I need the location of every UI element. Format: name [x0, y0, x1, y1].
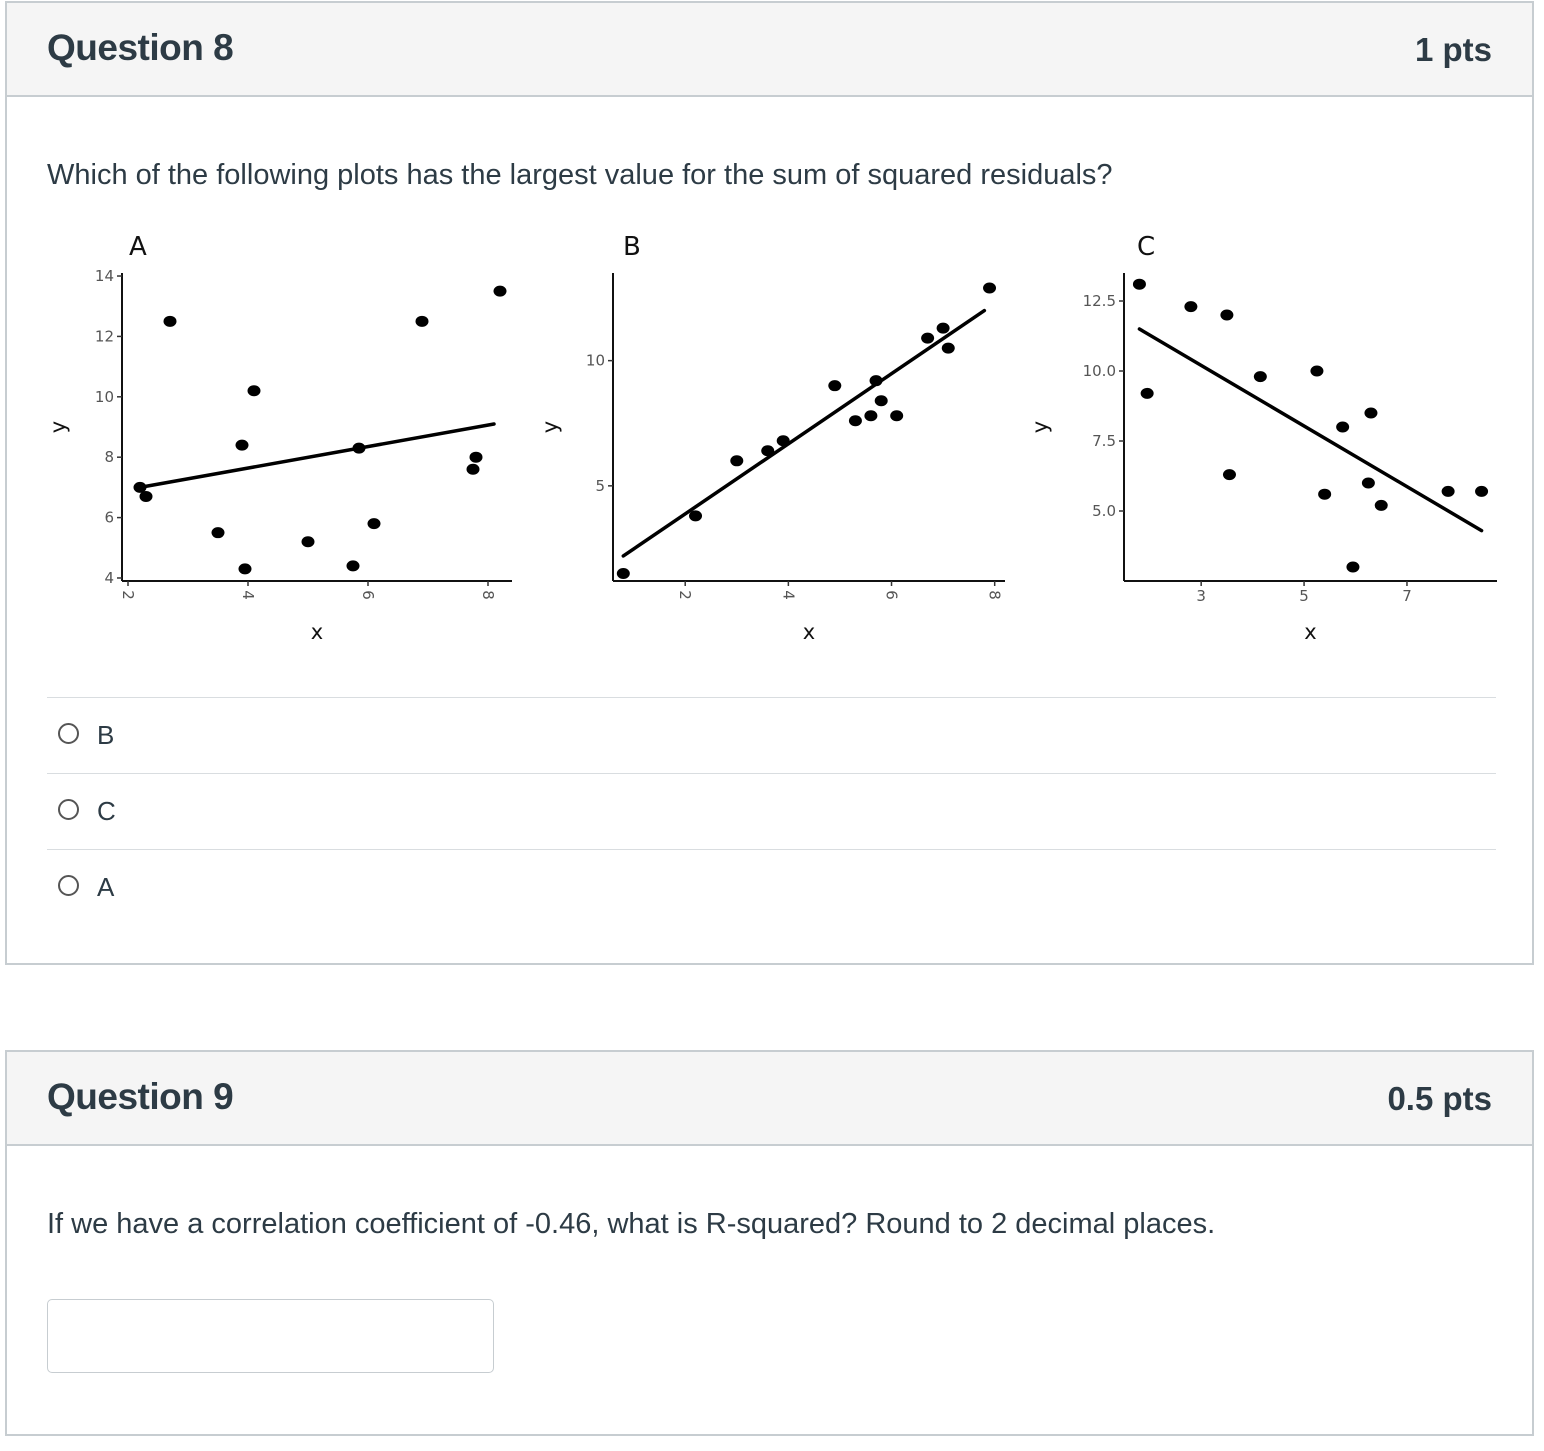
- data-point: [353, 443, 366, 454]
- radio-button-a[interactable]: [58, 875, 79, 896]
- data-point: [1220, 310, 1233, 321]
- plot-title: A: [129, 232, 147, 262]
- x-tick-label: 8: [479, 590, 497, 600]
- regression-line: [140, 424, 494, 487]
- answer-option-c[interactable]: [47, 773, 1496, 849]
- data-point: [212, 527, 225, 538]
- y-tick-label: 10: [94, 387, 114, 406]
- data-point: [921, 333, 934, 344]
- regression-line: [1139, 329, 1481, 531]
- answer-option-b[interactable]: [47, 697, 1496, 773]
- data-point: [164, 316, 177, 327]
- data-point: [730, 455, 743, 466]
- data-point: [1133, 279, 1146, 290]
- question-9-title: Question 9: [47, 1076, 234, 1117]
- y-tick-label: 12: [94, 327, 114, 346]
- data-point: [1336, 422, 1349, 433]
- data-point: [1346, 562, 1359, 573]
- data-point: [347, 560, 360, 571]
- data-point: [849, 415, 862, 426]
- data-point: [1141, 388, 1154, 399]
- x-tick-label: 2: [119, 590, 137, 600]
- data-point: [1442, 486, 1455, 497]
- plot-c: [1028, 232, 1497, 641]
- question-8-answers: [47, 697, 1496, 925]
- scatter-plots-figure: [7, 221, 1532, 641]
- question-9-card: [5, 1050, 1534, 1436]
- answer-label-b[interactable]: B: [97, 720, 115, 750]
- question-9-header: [7, 1052, 1532, 1146]
- data-point: [416, 316, 429, 327]
- y-axis-title: y: [1028, 420, 1052, 434]
- data-point: [937, 323, 950, 334]
- y-tick-label: 14: [94, 267, 114, 286]
- y-tick-label: 7.5: [1092, 432, 1116, 450]
- answer-option-a[interactable]: [47, 849, 1496, 925]
- radio-button-c[interactable]: [58, 799, 79, 820]
- x-tick-label: 6: [359, 590, 377, 600]
- data-point: [236, 440, 249, 451]
- radio-button-b[interactable]: [58, 723, 79, 744]
- x-tick-label: 4: [239, 590, 257, 600]
- question-8-points: 1 pts: [1414, 31, 1492, 68]
- x-tick-label: 8: [985, 590, 1004, 600]
- data-point: [1375, 500, 1388, 511]
- data-point: [467, 464, 480, 475]
- data-point: [470, 452, 483, 463]
- regression-line: [623, 311, 984, 556]
- y-tick-label: 10: [585, 351, 605, 370]
- plot-b: [538, 232, 1005, 641]
- x-axis-title: x: [310, 620, 324, 641]
- question-8-header: [7, 3, 1532, 97]
- x-tick-label: 3: [1196, 587, 1206, 605]
- data-point: [302, 536, 315, 547]
- x-tick-label: 2: [676, 590, 695, 600]
- data-point: [870, 375, 883, 386]
- question-9-points: 0.5 pts: [1387, 1080, 1492, 1117]
- data-point: [1364, 408, 1377, 419]
- data-point: [828, 380, 841, 391]
- data-point: [875, 395, 888, 406]
- data-point: [368, 518, 381, 529]
- data-point: [617, 568, 630, 579]
- plot-title: B: [623, 232, 641, 262]
- answer-label-c[interactable]: C: [97, 796, 116, 826]
- data-point: [1362, 478, 1375, 489]
- x-tick-label: 5: [1299, 587, 1309, 605]
- y-tick-label: 5: [595, 476, 605, 495]
- data-point: [864, 410, 877, 421]
- y-axis-title: y: [46, 420, 70, 434]
- data-point: [942, 343, 955, 354]
- y-tick-label: 12.5: [1082, 292, 1116, 310]
- question-8-title: Question 8: [47, 27, 234, 68]
- x-tick-label: 4: [779, 590, 798, 600]
- data-point: [140, 491, 153, 502]
- y-axis-title: y: [538, 420, 562, 434]
- data-point: [1254, 371, 1267, 382]
- y-tick-label: 5.0: [1092, 502, 1116, 520]
- data-point: [777, 435, 790, 446]
- data-point: [248, 385, 261, 396]
- data-point: [689, 510, 702, 521]
- answer-label-a[interactable]: A: [97, 872, 115, 902]
- x-axis-title: x: [1304, 620, 1317, 641]
- data-point: [1184, 301, 1197, 312]
- data-point: [494, 286, 507, 297]
- data-point: [1223, 469, 1236, 480]
- data-point: [890, 410, 903, 421]
- y-tick-label: 6: [104, 508, 114, 527]
- data-point: [239, 563, 252, 574]
- y-tick-label: 8: [104, 448, 114, 467]
- x-tick-label: 6: [882, 590, 901, 600]
- x-axis-title: x: [802, 620, 816, 641]
- data-point: [761, 445, 774, 456]
- question-8-card: [5, 1, 1534, 965]
- y-tick-label: 4: [104, 568, 114, 587]
- plot-title: C: [1137, 232, 1156, 262]
- data-point: [1318, 489, 1331, 500]
- x-tick-label: 7: [1402, 587, 1412, 605]
- answer-input[interactable]: [47, 1299, 494, 1373]
- data-point: [983, 283, 996, 294]
- question-9-text: If we have a correlation coefficient of -0.46, what is R-squared? Round to 2 decimal places.: [47, 1208, 1216, 1240]
- data-point: [1310, 366, 1323, 377]
- data-point: [1475, 486, 1488, 497]
- question-8-text: Which of the following plots has the largest value for the sum of squared residuals?: [47, 159, 1113, 191]
- plot-a: [46, 232, 512, 641]
- y-tick-label: 10.0: [1082, 362, 1116, 380]
